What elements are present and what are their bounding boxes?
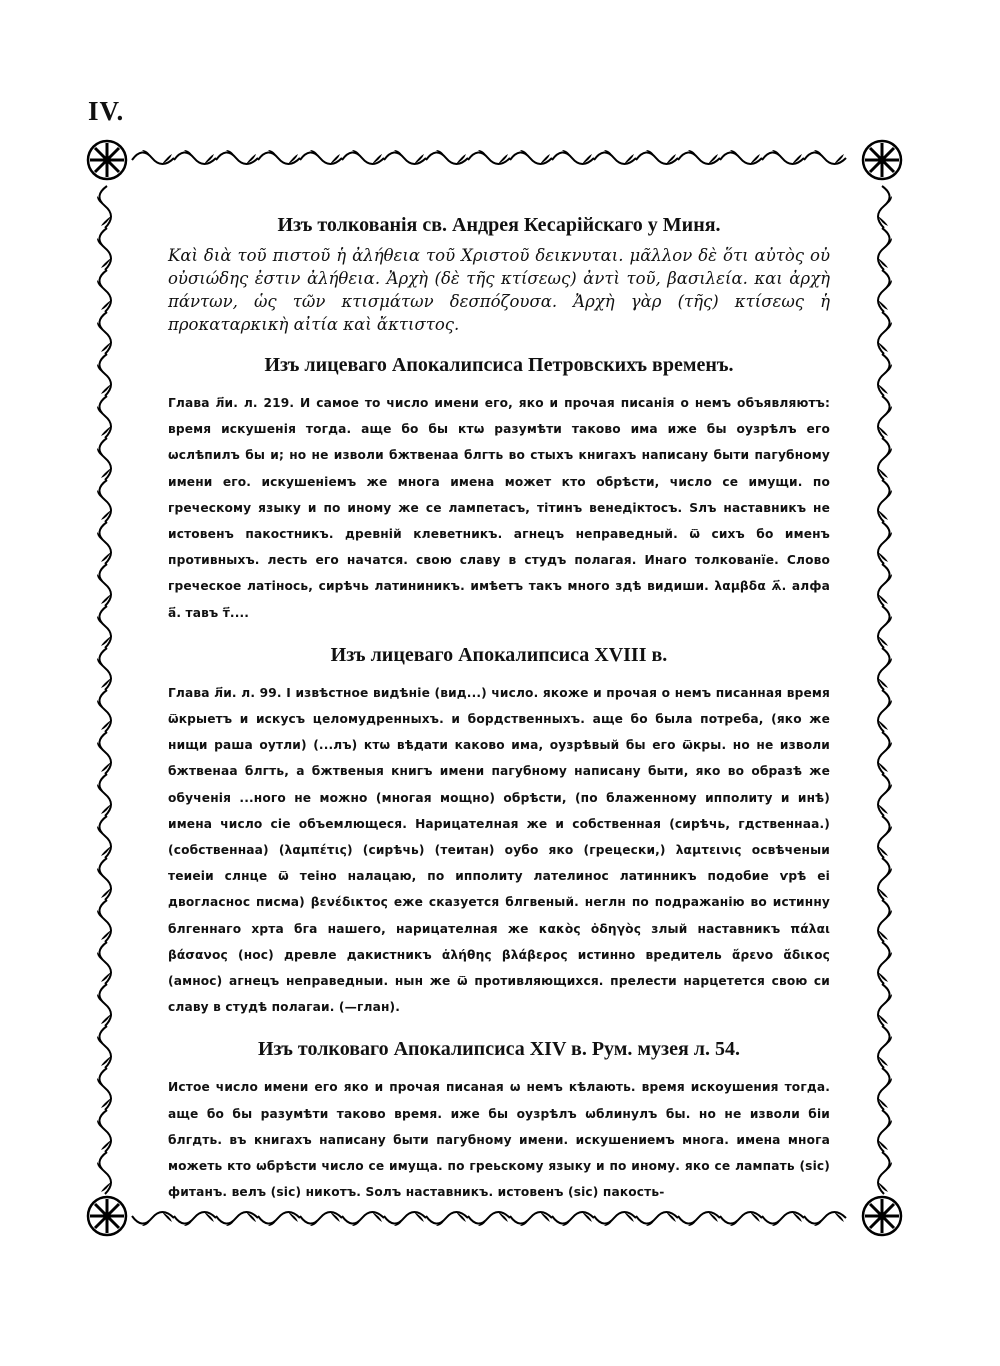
vine-ornament-icon [97,1152,111,1194]
vine-ornament-icon [878,1110,892,1152]
section-heading-andrew-caesarea: Изъ толкованія св. Андрея Кесарійскаго у Миня. [277,214,721,236]
vine-ornament-icon [97,228,111,270]
vine-ornament-icon [258,150,300,164]
vine-ornament-icon [878,564,892,606]
vine-ornament-icon [97,816,111,858]
vine-ornament-icon [552,150,594,164]
vine-ornament-icon [678,150,720,164]
vine-ornament-icon [174,150,216,164]
vine-ornament-icon [426,150,468,164]
vine-ornament-icon [97,1110,111,1152]
vine-ornament-icon [878,396,892,438]
vine-ornament-icon [804,1212,846,1226]
vine-ornament-icon [878,1068,892,1110]
vine-ornament-icon [878,522,892,564]
vine-ornament-icon [636,1212,678,1226]
left-vine-border [97,186,111,1194]
vine-ornament-icon [878,1026,892,1068]
vine-ornament-icon [97,900,111,942]
vine-ornament-icon [468,1212,510,1226]
top-right-rosette-icon [863,141,901,179]
vine-ornament-icon [342,1212,384,1226]
section-body-18th-century-apocalypse: Глава л҃и. л. 99. І извѣстное видѣніе (вид...) число. якоже и прочая о немъ писанная время ѿкрыетъ и искусъ целомудренныхъ. и бордственныхъ. аще бо была потреба, (яко же нищи раша оутли) (...лъ) ктѡ вѣдати каково има, оузрѣвый бы его ѿкры. но не изволи бжтвенаа блгть, а бжтвеныя книгъ имени пагубному написану быти, яко во образѣ же обученія ...ного не можно (многая мощно) обрѣсти, (по блаженному ипполиту и инѣ) имена число сіе объемлющеся. Нарицателная же и собственная (сирѣчь, гдственнаа.) (собственнаа) (λαμπέτις) (сирѣчь) (теитан) оубо яко (грецески,) λαμτεινις освѣченыи теиеіи слнце ѿ теіно налацаю, по ипполиту лателинос латинникъ подобие ѵрѣ еі двогласнос писма) βενέδικτος еже сказуется блгвеный. неглн по подражанію во истинну блгеннаго хрта бга нашего, нарицателная же κακὸς ὁδηγὸς злый наставникъ πάλαι βάσανος (нос) древле дакистникъ ἀλήθης βλάβερος истинно вредитель ἄρενο ἄδικος (амнос) агнецъ неправедныи. нын же ѿ противляющихся. прелести нарцетется свою си славу в студѣ полагаи. (—глан). [168,685,830,1015]
section-heading-petrine-apocalypse: Изъ лицеваго Апокалипсиса Петровскихъ временъ. [264,354,734,376]
section-body-14th-century-apocalypse: Истое число имени его яко и прочая писаная ѡ немъ кѣлають. время искоушения тогда. аще бо бы разумѣти таково время. иже бы оузрѣлъ ѡблинулъ бы. но не изволи біи блгдть. въ книгахъ написану быти пагубному имени. искушениемъ многа. имена многа можеть кто ѡбрѣсти число се имуща. по греьскому языку и по иному. яко се лампать (sic) фитанъ. велъ (sic) никотъ. Sолъ наставникъ. истовенъ (sic) пакость- [168,1080,830,1200]
vine-ornament-icon [97,942,111,984]
vine-ornament-icon [878,858,892,900]
top-left-rosette-icon [88,141,126,179]
vine-ornament-icon [878,186,892,228]
vine-ornament-icon [300,1212,342,1226]
section-body-greek-commentary: Καὶ διὰ τοῦ πιστοῦ ἡ ἀλήθεια τοῦ Χριστοῦ δεικνυται. μᾶλλον δὲ ὅτι αὐτὸς οὐ οὐσιώδης ἐστιν ἀλήθεια. Ἀρχὴ (δὲ τῆς κτίσεως) ἀντὶ τοῦ, βασιλεία. και ἀρχὴ πάντων, ὡς τῶν κτισμάτων δεσπόζουσα. Ἀρχὴ γὰρ (τῆς) κτίσεως ἡ προκαταρκικὴ αἰτία καὶ ἄκτιστος. [168,246,830,334]
document-body [168,212,830,1200]
vine-ornament-icon [468,150,510,164]
vine-ornament-icon [878,606,892,648]
vine-ornament-icon [258,1212,300,1226]
vine-ornament-icon [510,1212,552,1226]
vine-ornament-icon [97,1026,111,1068]
vine-ornament-icon [97,732,111,774]
right-vine-border [878,186,892,1194]
vine-ornament-icon [878,984,892,1026]
vine-ornament-icon [762,1212,804,1226]
vine-ornament-icon [97,984,111,1026]
vine-ornament-icon [300,150,342,164]
vine-ornament-icon [216,150,258,164]
vine-ornament-icon [720,150,762,164]
vine-ornament-icon [678,1212,720,1226]
vine-ornament-icon [762,150,804,164]
top-vine-border [132,150,846,164]
vine-ornament-icon [720,1212,762,1226]
section-heading-14th-century-apocalypse: Изъ толковаго Апокалипсиса XIV в. Рум. музея л. 54. [258,1038,740,1061]
vine-ornament-icon [132,150,174,164]
vine-ornament-icon [878,270,892,312]
bottom-left-rosette-icon [88,1197,126,1235]
vine-ornament-icon [97,564,111,606]
vine-ornament-icon [97,270,111,312]
vine-ornament-icon [878,228,892,270]
vine-ornament-icon [878,732,892,774]
vine-ornament-icon [552,1212,594,1226]
vine-ornament-icon [97,858,111,900]
vine-ornament-icon [97,522,111,564]
vine-ornament-icon [132,1212,174,1226]
vine-ornament-icon [878,1152,892,1194]
vine-ornament-icon [594,150,636,164]
vine-ornament-icon [878,312,892,354]
vine-ornament-icon [97,438,111,480]
vine-ornament-icon [97,480,111,522]
vine-ornament-icon [426,1212,468,1226]
page-number: IV. [88,96,125,126]
vine-ornament-icon [97,690,111,732]
vine-ornament-icon [342,150,384,164]
vine-ornament-icon [878,354,892,396]
vine-ornament-icon [636,150,678,164]
vine-ornament-icon [97,648,111,690]
vine-ornament-icon [878,648,892,690]
vine-ornament-icon [804,150,846,164]
vine-ornament-icon [97,186,111,228]
section-body-petrine-apocalypse: Глава л҃и. л. 219. И самое то число имени его, яко и прочая писанія о немъ объявляютъ: время искушенія тогда. аще бо бы ктѡ разумѣти таково има иже бы оузрѣлъ его ѡслѣпилъ бы и; но не изволи бжтвенаа блгть во стыхъ книгахъ написану быти пагубному имени его. искушеніемъ же многа имена может кто обрѣсти, число се имущи. по греческому языку и по иному же се лампетасъ, тітинъ венедіктосъ. Sлъ наставникъ не истовенъ пакостникъ. древній клеветникъ. агнецъ неправедный. ѿ сихъ бо именъ противныхъ. лесть его начатся. свою славу в студъ полагая. Инаго толкованїе. Слово греческое латінось, сирѣчь латининикъ. имѣетъ такъ много здѣ видиши. λαμβδα ѧ҃. алфа а҃. тавъ т҃.... [168,396,830,620]
vine-ornament-icon [216,1212,258,1226]
bottom-vine-border [132,1212,846,1226]
vine-ornament-icon [878,900,892,942]
vine-ornament-icon [97,396,111,438]
vine-ornament-icon [878,690,892,732]
vine-ornament-icon [878,942,892,984]
vine-ornament-icon [878,438,892,480]
vine-ornament-icon [594,1212,636,1226]
vine-ornament-icon [878,816,892,858]
vine-ornament-icon [174,1212,216,1226]
vine-ornament-icon [97,606,111,648]
vine-ornament-icon [878,480,892,522]
vine-ornament-icon [97,312,111,354]
vine-ornament-icon [384,1212,426,1226]
vine-ornament-icon [878,774,892,816]
section-heading-18th-century-apocalypse: Изъ лицеваго Апокалипсиса XVIII в. [330,643,668,666]
bottom-right-rosette-icon [863,1197,901,1235]
vine-ornament-icon [510,150,552,164]
vine-ornament-icon [97,774,111,816]
vine-ornament-icon [384,150,426,164]
vine-ornament-icon [97,354,111,396]
vine-ornament-icon [97,1068,111,1110]
